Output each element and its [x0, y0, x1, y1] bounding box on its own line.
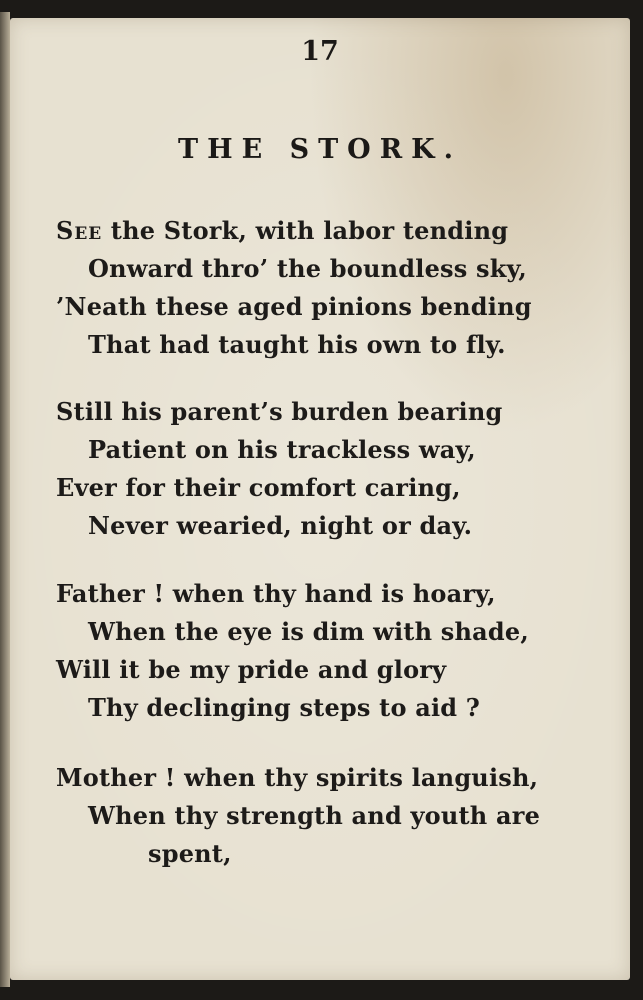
- stanza-4: [10, 759, 630, 873]
- line-text: the Stork, with labor tending: [102, 216, 509, 245]
- poem-line: Father ! when thy hand is hoary,: [56, 579, 496, 608]
- previous-page-edge: [0, 12, 10, 987]
- poem-line: Patient on his trackless way,: [88, 435, 476, 464]
- stanza-3: [10, 575, 630, 727]
- poem-line: When thy strength and youth are: [88, 801, 541, 830]
- poem-line: ’Neath these aged pinions bending: [56, 292, 532, 321]
- stanza-2: [10, 393, 630, 545]
- poem-line: Never wearied, night or day.: [88, 511, 473, 540]
- poem-line: spent,: [148, 839, 232, 868]
- poem-line: Onward thro’ the boundless sky,: [88, 254, 527, 283]
- poem-line: [10, 212, 630, 250]
- poem-line: Mother ! when thy spirits languish,: [56, 763, 539, 792]
- book-page: [10, 18, 630, 980]
- poem-line: That had taught his own to fly.: [88, 330, 506, 359]
- poem-title: THE STORK.: [178, 134, 462, 165]
- page-number: 17: [301, 36, 339, 67]
- poem-line: Thy declinging steps to aid ?: [88, 693, 481, 722]
- poem-line: Will it be my pride and glory: [56, 655, 447, 684]
- poem-line: Still his parent’s burden bearing: [56, 397, 503, 426]
- poem-line: Ever for their comfort caring,: [56, 473, 461, 502]
- stanza-1: [10, 212, 630, 364]
- drop-word: See: [56, 216, 103, 245]
- poem-line: When the eye is dim with shade,: [88, 617, 529, 646]
